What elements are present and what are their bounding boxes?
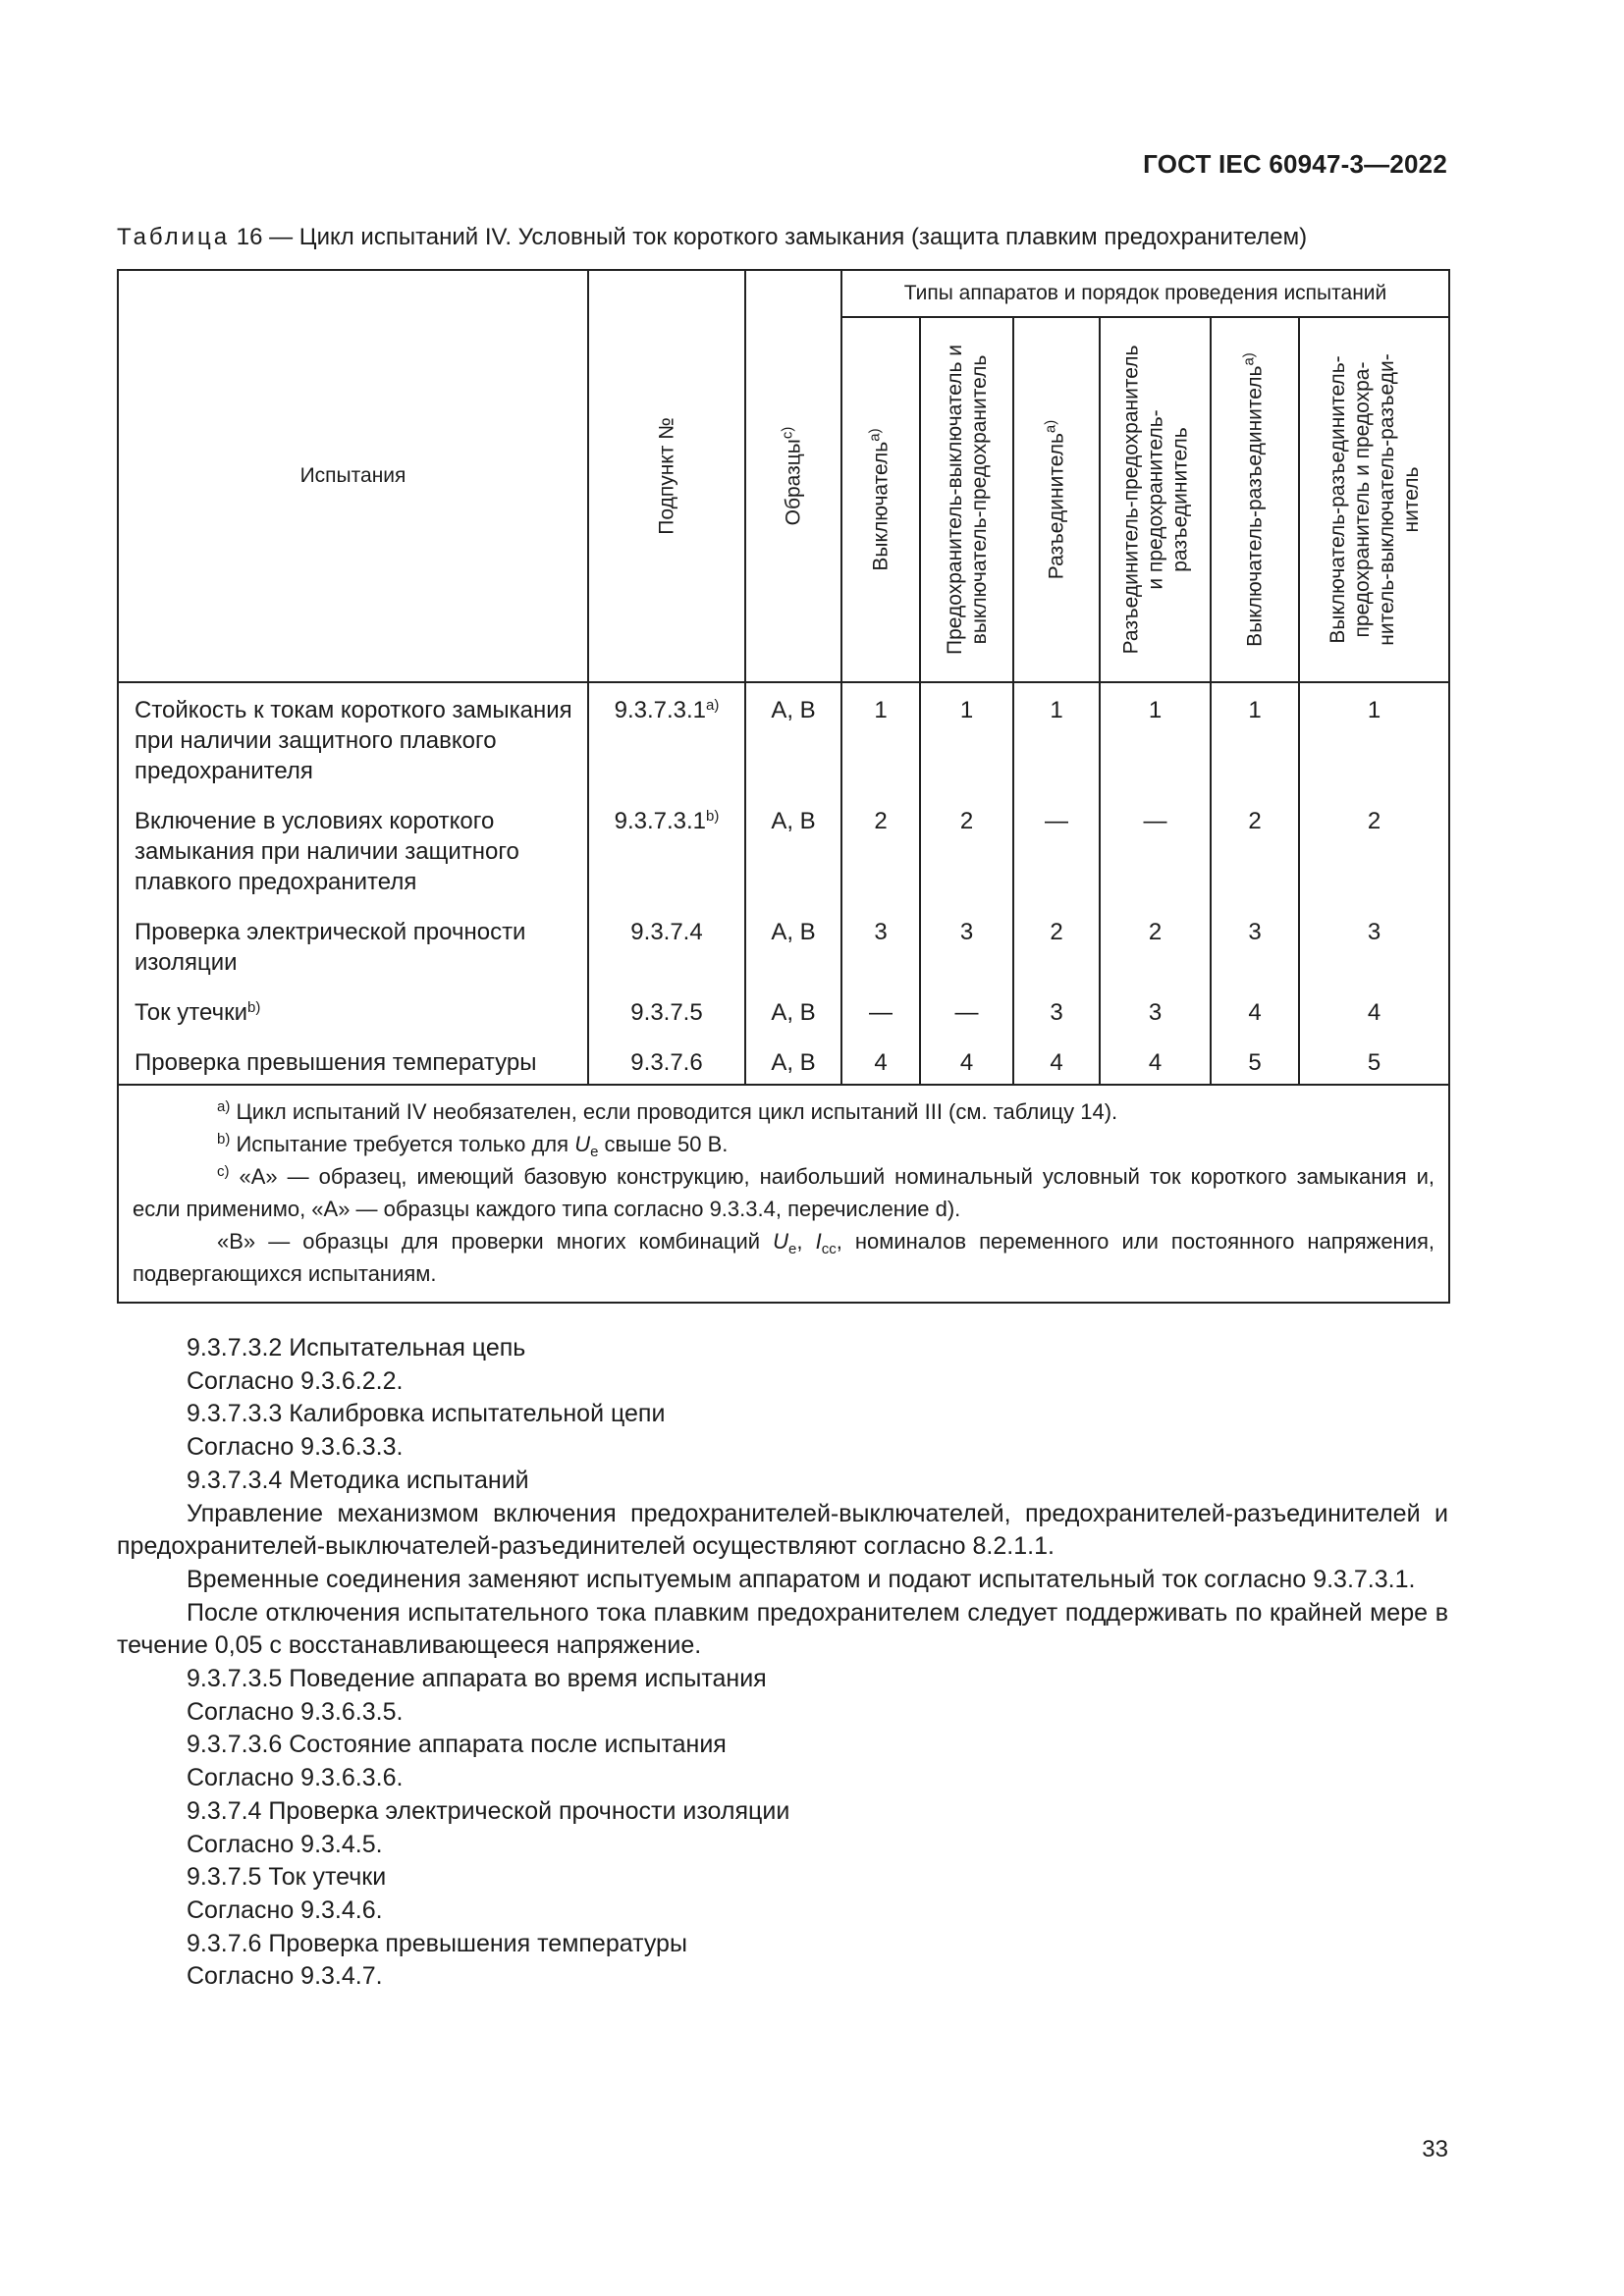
paragraph: 9.3.7.3.5 Поведение аппарата во время испытания xyxy=(187,1665,767,1693)
order-cell: 3 xyxy=(1211,897,1299,978)
table-row xyxy=(118,978,1449,1028)
header-type-switch-disconnector-fuse: Выключатель-разъединитель- предохранитель и предохра- нитель-выключатель-разъеди- нитель xyxy=(1299,317,1449,682)
order-cell: 3 xyxy=(1100,978,1211,1028)
samples-cell: A, B xyxy=(745,786,841,897)
subclause-cell: 9.3.7.3.1$^{b)}$ xyxy=(588,786,745,897)
test-name: Проверка превышения температуры xyxy=(118,1028,588,1085)
table-caption xyxy=(117,224,1307,251)
samples-cell: A, B xyxy=(745,1028,841,1085)
samples-cell: A, B xyxy=(745,978,841,1028)
test-name: Стойкость к токам короткого замыкания при наличии защитного плавкого предохранителя xyxy=(118,682,588,786)
header-type-disconnector-fuse: Разъединитель-предохранитель и предохранитель- разъединитель xyxy=(1100,317,1211,682)
paragraph: 9.3.7.3.6 Состояние аппарата после испытания xyxy=(187,1731,727,1759)
subclause-cell: 9.3.7.4 xyxy=(588,897,745,978)
header-type-fuse-switch: Предохранитель-выключатель и выключатель-предохранитель xyxy=(920,317,1013,682)
table-notes xyxy=(118,1085,1449,1303)
order-cell: 4 xyxy=(1211,978,1299,1028)
order-cell: 2 xyxy=(1211,786,1299,897)
paragraph: 9.3.7.3.3 Калибровка испытательной цепи xyxy=(187,1400,666,1428)
paragraph: Управление механизмом включения предохранителей-выключателей, предохранителей-разъединителей и предохранителей-выключателей-разъединителей осуществляют согласно 8.2.1.1. xyxy=(117,1499,1448,1561)
samples-cell: A, B xyxy=(745,897,841,978)
paragraph: 9.3.7.6 Проверка превышения температуры xyxy=(187,1929,687,1957)
paragraph: Согласно 9.3.6.2.2. xyxy=(187,1366,404,1395)
order-cell: 1 xyxy=(920,682,1013,786)
paragraph: 9.3.7.3.4 Методика испытаний xyxy=(187,1466,529,1494)
body-text xyxy=(117,1332,1448,1994)
paragraph: 9.3.7.4 Проверка электрической прочности изоляции xyxy=(187,1796,790,1825)
subclause-cell: 9.3.7.5 xyxy=(588,978,745,1028)
order-cell: — xyxy=(1100,786,1211,897)
order-cell: 2 xyxy=(841,786,920,897)
page-number: 33 xyxy=(1422,2136,1448,2163)
order-cell: 4 xyxy=(1013,1028,1100,1085)
note-b: $^{b)}$ Испытание требуется только для $U_e$ свыше 50 В. xyxy=(217,1131,729,1160)
table-row xyxy=(118,897,1449,978)
order-cell: — xyxy=(920,978,1013,1028)
note-c-continued: «B» — образцы для проверки многих комбинаций $U_e$, $I_{cc}$, номиналов переменного или постоянного напряжения, подвергающихся испытаниям. xyxy=(133,1229,1435,1286)
table-caption-text: 16 — Цикл испытаний IV. Условный ток короткого замыкания (защита плавким предохранителем) xyxy=(230,224,1308,250)
paragraph: Согласно 9.3.6.3.5. xyxy=(187,1697,404,1726)
subclause-cell: 9.3.7.3.1$^{a)}$ xyxy=(588,682,745,786)
paragraph: Согласно 9.3.4.7. xyxy=(187,1962,383,1991)
header-tests: Испытания xyxy=(118,270,588,682)
order-cell: 2 xyxy=(1100,897,1211,978)
order-cell: 2 xyxy=(920,786,1013,897)
table-caption-label: Таблица xyxy=(117,224,231,250)
order-cell: 3 xyxy=(1013,978,1100,1028)
test-name: Ток утечки$^{b)}$ xyxy=(118,978,588,1028)
order-cell: 4 xyxy=(920,1028,1013,1085)
header-samples: Образцы$^{c)}$ xyxy=(745,270,841,682)
test-name: Включение в условиях короткого замыкания при наличии защитного плавкого предохранителя xyxy=(118,786,588,897)
header-device-types: Типы аппаратов и порядок проведения испытаний xyxy=(841,270,1449,317)
note-c: $^{c)}$ «A» — образец, имеющий базовую конструкцию, наибольший номинальный условный ток короткого замыкания и, если применимо, «A» — образцы каждого типа согласно 9.3.3.4, перечисление d). xyxy=(133,1163,1435,1221)
order-cell: 3 xyxy=(920,897,1013,978)
order-cell: 5 xyxy=(1211,1028,1299,1085)
paragraph: Согласно 9.3.6.3.3. xyxy=(187,1433,404,1462)
order-cell: 2 xyxy=(1299,786,1449,897)
order-cell: 1 xyxy=(841,682,920,786)
order-cell: 2 xyxy=(1013,897,1100,978)
paragraph: Согласно 9.3.4.5. xyxy=(187,1830,383,1858)
paragraph: Временные соединения заменяют испытуемым аппаратом и подают испытательный ток согласно 9.3.7.3.1. xyxy=(187,1565,1416,1593)
paragraph: Согласно 9.3.4.6. xyxy=(187,1896,383,1924)
paragraph: 9.3.7.5 Ток утечки xyxy=(187,1863,387,1892)
header-subclause: Подпункт № xyxy=(588,270,745,682)
table-row xyxy=(118,682,1449,786)
paragraph: После отключения испытательного тока плавким предохранителем следует поддерживать по крайней мере в течение 0,05 с восстанавливающееся напряжение. xyxy=(117,1598,1448,1660)
order-cell: 4 xyxy=(841,1028,920,1085)
header-type-switch: Выключатель$^{a)}$ xyxy=(841,317,920,682)
test-name: Проверка электрической прочности изоляции xyxy=(118,897,588,978)
subclause-cell: 9.3.7.6 xyxy=(588,1028,745,1085)
order-cell: 1 xyxy=(1299,682,1449,786)
table-row xyxy=(118,786,1449,897)
order-cell: 3 xyxy=(1299,897,1449,978)
paragraph: Согласно 9.3.6.3.6. xyxy=(187,1764,404,1792)
order-cell: — xyxy=(1013,786,1100,897)
order-cell: 5 xyxy=(1299,1028,1449,1085)
note-a: $^{a)}$ Цикл испытаний IV необязателен, если проводится цикл испытаний III (см. таблицу 14). xyxy=(217,1098,1118,1124)
table-row xyxy=(118,1028,1449,1085)
test-sequence-table xyxy=(117,269,1450,1304)
order-cell: 4 xyxy=(1299,978,1449,1028)
samples-cell: A, B xyxy=(745,682,841,786)
order-cell: 4 xyxy=(1100,1028,1211,1085)
document-code: ГОСТ IEC 60947-3—2022 xyxy=(1143,149,1447,179)
order-cell: 3 xyxy=(841,897,920,978)
order-cell: 1 xyxy=(1013,682,1100,786)
order-cell: 1 xyxy=(1211,682,1299,786)
header-type-disconnector: Разъединитель$^{a)}$ xyxy=(1013,317,1100,682)
order-cell: — xyxy=(841,978,920,1028)
header-type-switch-disconnector: Выключатель-разъединитель$^{a)}$ xyxy=(1211,317,1299,682)
order-cell: 1 xyxy=(1100,682,1211,786)
paragraph: 9.3.7.3.2 Испытательная цепь xyxy=(187,1334,526,1362)
